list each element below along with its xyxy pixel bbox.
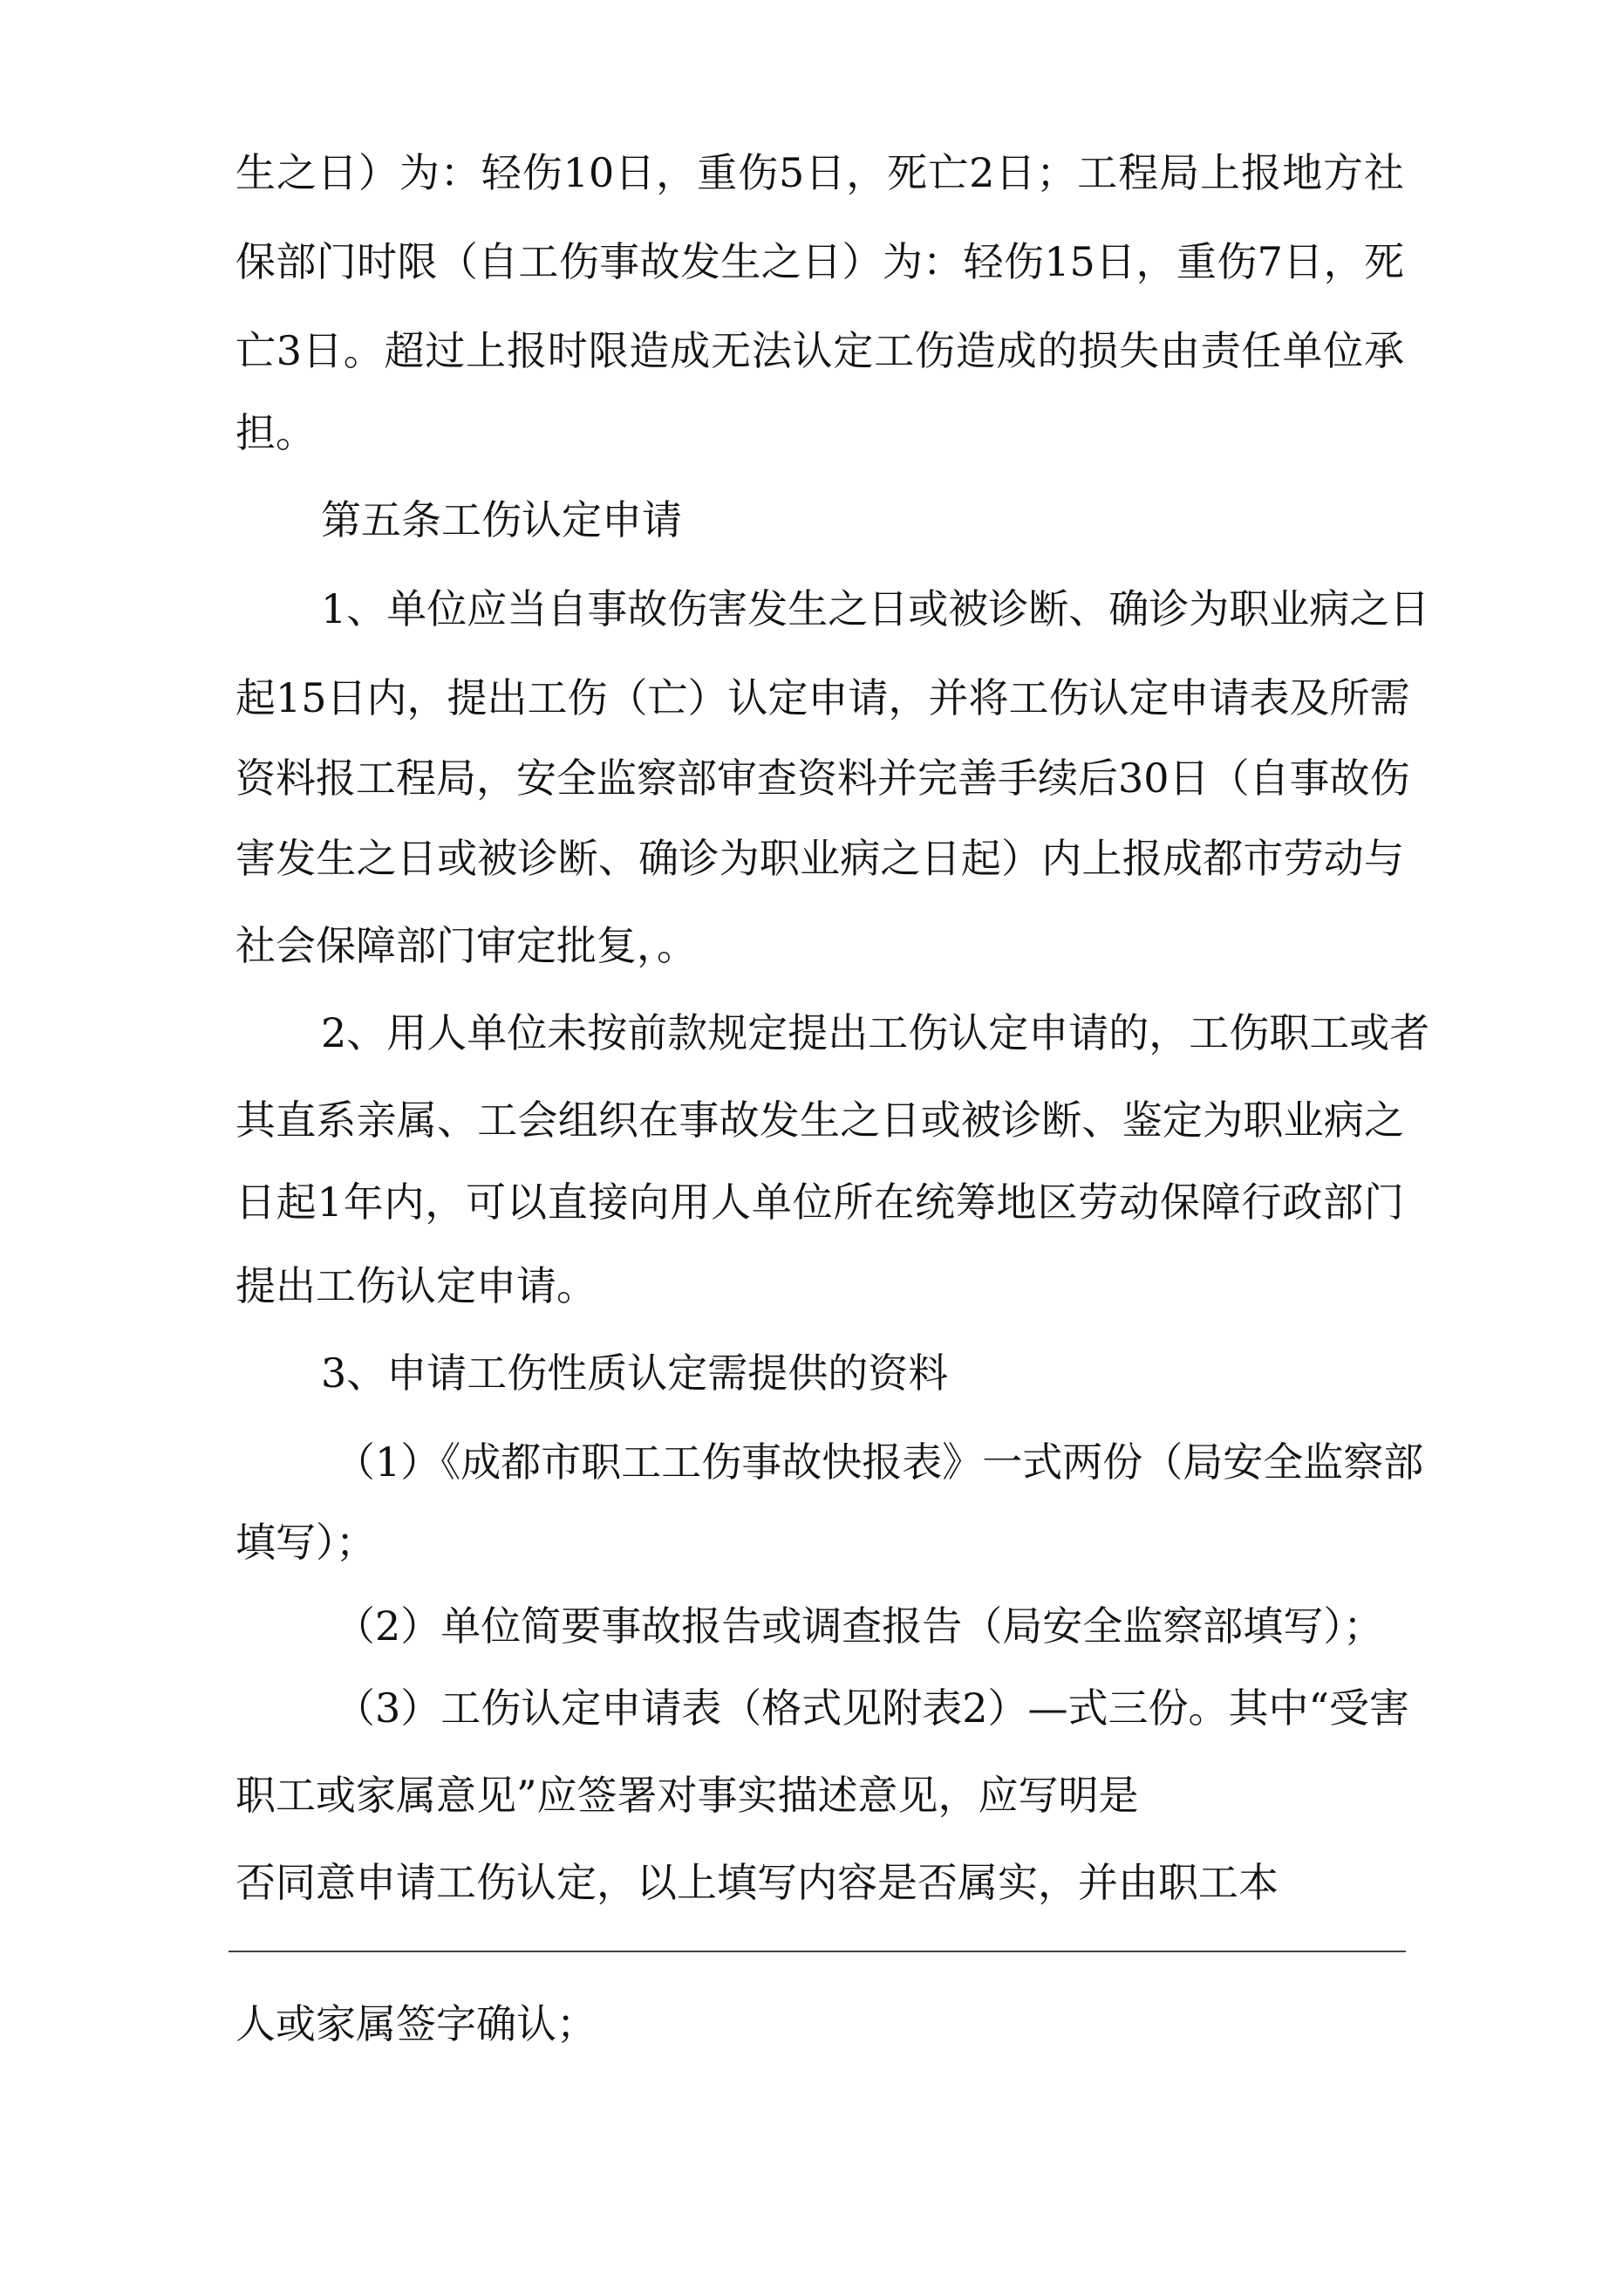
paragraph-line: 害发生之日或被诊断、确诊为职业病之日起）内上报成都市劳动与	[235, 835, 1404, 882]
paragraph-line: 1、单位应当自事故伤害发生之日或被诊断、确诊为职业病之日	[321, 585, 1430, 632]
paragraph-line: 人或家属签字确认；	[235, 2000, 597, 2047]
paragraph-line: 提出工伤认定申请。	[235, 1262, 597, 1309]
paragraph-line: 社会保障部门审定批复，。	[235, 922, 697, 969]
paragraph-line: 填写）；	[235, 1519, 376, 1566]
horizontal-divider	[228, 1951, 1406, 1952]
section-heading: 第五条工伤认定申请	[321, 496, 682, 543]
paragraph-line: 起15日内，提出工伤（亡）认定申请，并将工伤认定申请表及所需	[235, 674, 1410, 721]
paragraph-line: 担。	[235, 409, 316, 456]
paragraph-line: （3）工伤认定申请表（格式见附表2）—式三份。其中“受害	[335, 1684, 1410, 1732]
paragraph-line: 生之日）为：轻伤10日，重伤5日，死亡2日；工程局上报地方社	[235, 149, 1404, 196]
paragraph-line: 其直系亲属、工会组织在事故发生之日或被诊断、鉴定为职业病之	[235, 1097, 1404, 1144]
paragraph-line: 亡3日。超过上报时限造成无法认定工伤造成的损失由责任单位承	[235, 327, 1404, 374]
paragraph-line: （1）《成都市职工工伤事故快报表》一式两份（局安全监察部	[335, 1438, 1424, 1486]
paragraph-line: 2、用人单位未按前款规定提出工伤认定申请的，工伤职工或者	[321, 1009, 1430, 1056]
paragraph-line: 职工或家属意见”应签署对事实描述意见，应写明是	[235, 1772, 1139, 1819]
paragraph-line: （2）单位简要事故报告或调查报告（局安全监察部填写）；	[335, 1602, 1384, 1650]
paragraph-line: 保部门时限（自工伤事故发生之日）为：轻伤15日，重伤7日，死	[235, 238, 1404, 285]
paragraph-line: 否同意申请工伤认定，以上填写内容是否属实，并由职工本	[235, 1859, 1279, 1906]
paragraph-line: 资料报工程局，安全监察部审查资料并完善手续后30日（自事故伤	[235, 755, 1410, 802]
paragraph-line: 3、申请工伤性质认定需提供的资料	[321, 1350, 949, 1397]
paragraph-line: 日起1年内，可以直接向用人单位所在统筹地区劳动保障行政部门	[235, 1179, 1404, 1226]
